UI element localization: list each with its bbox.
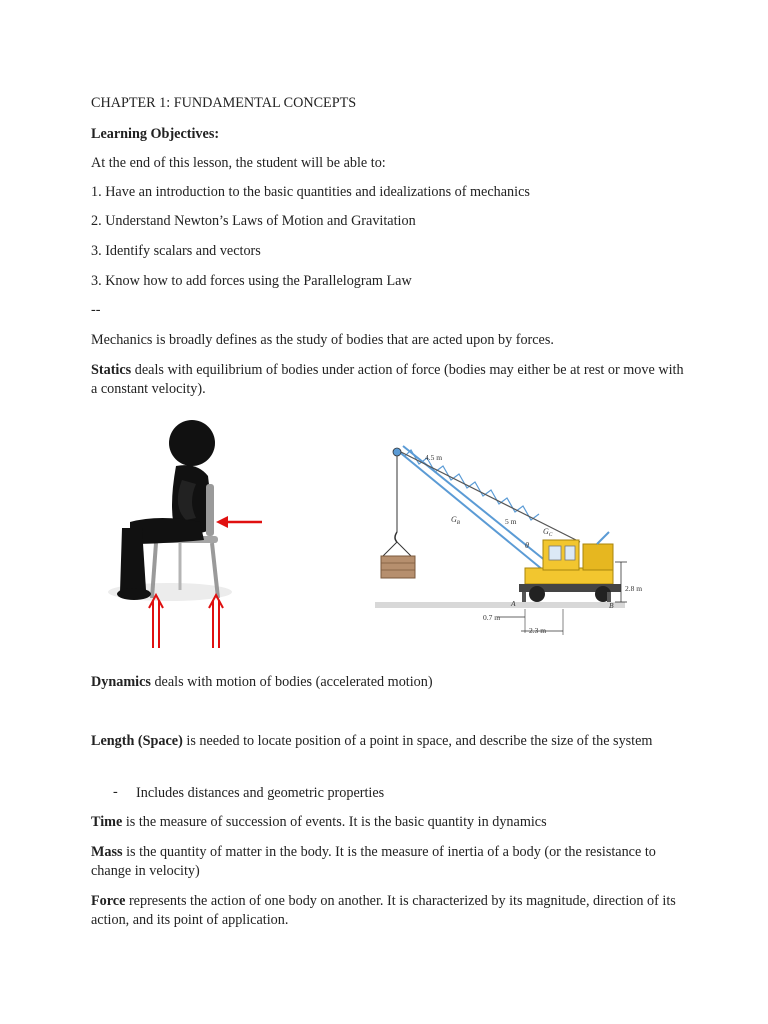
objective-item: 1. Have an introduction to the basic quantities and idealizations of mechanics xyxy=(91,184,530,200)
mass-term: Mass xyxy=(91,844,123,860)
label-dist-a: 0.7 m xyxy=(483,613,501,622)
label-theta: θ xyxy=(525,541,529,550)
label-point-b: B xyxy=(609,601,614,610)
time-definition xyxy=(91,813,691,832)
chapter-title: CHAPTER 1: FUNDAMENTAL CONCEPTS xyxy=(91,95,357,111)
dynamics-text: deals with motion of bodies (accelerated motion) xyxy=(150,674,433,690)
objectives-heading: Learning Objectives: xyxy=(91,126,220,142)
label-boom-tip: 4.5 m xyxy=(425,453,443,462)
force-text: represents the action of one body on another. It is characterized by its magnitude, direction of its action, and its point of application. xyxy=(91,893,676,928)
dynamics-definition xyxy=(91,673,691,692)
length-term: Length (Space) xyxy=(91,733,183,749)
objective-item: 3. Know how to add forces using the Parallelogram Law xyxy=(91,273,412,289)
label-point-a: A xyxy=(511,599,516,608)
separator: -- xyxy=(91,302,101,318)
length-text: is needed to locate position of a point in space, and describe the size of the system xyxy=(182,733,653,749)
length-bullet: Includes distances and geometric properties xyxy=(136,785,385,801)
label-gc: $G_C$ xyxy=(543,527,553,538)
statics-text: deals with equilibrium of bodies under action of force (bodies may either be at rest or move with a constant velocity). xyxy=(91,362,684,397)
crane-figure xyxy=(375,420,665,638)
label-height: 2.8 m xyxy=(625,584,643,593)
time-text: is the measure of succession of events. It is the basic quantity in dynamics xyxy=(122,814,547,830)
length-definition xyxy=(91,732,691,751)
objective-item: 3. Identify scalars and vectors xyxy=(91,243,261,259)
mass-definition xyxy=(91,843,691,881)
force-definition xyxy=(91,892,691,930)
label-dist-b: 2.3 m xyxy=(529,626,547,635)
mechanics-definition: Mechanics is broadly defines as the study of bodies that are acted upon by forces. xyxy=(91,332,554,348)
objective-item: 2. Understand Newton’s Laws of Motion and Gravitation xyxy=(91,213,416,229)
statics-term: Statics xyxy=(91,362,132,378)
mass-text: is the quantity of matter in the body. It is the measure of inertia of a body (or the resistance to change in velocity) xyxy=(91,844,656,879)
label-boom-mid: 5 m xyxy=(505,517,517,526)
seated-person-figure xyxy=(100,410,280,652)
dynamics-term: Dynamics xyxy=(91,674,151,690)
statics-definition xyxy=(91,361,691,399)
objectives-intro: At the end of this lesson, the student will be able to: xyxy=(91,155,386,171)
time-term: Time xyxy=(91,814,123,830)
force-term: Force xyxy=(91,893,126,909)
list-bullet-dash: - xyxy=(113,784,118,800)
label-gb: $G_B$ xyxy=(451,515,461,526)
